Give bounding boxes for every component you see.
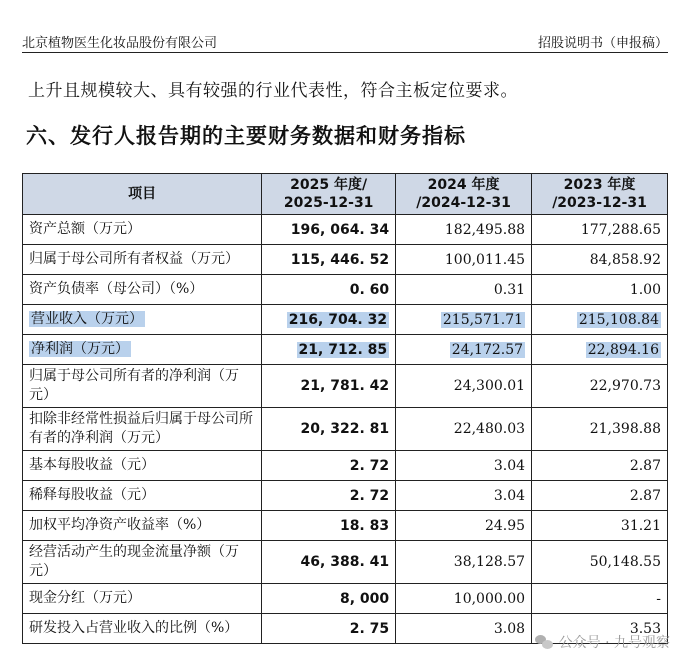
highlighted-text: 215,571.71	[442, 311, 524, 328]
value-2023: 2.87	[532, 451, 668, 481]
value-2024	[396, 305, 532, 335]
highlighted-text: 22,894.16	[587, 341, 659, 358]
value-2023	[532, 335, 668, 365]
table-row	[23, 541, 668, 584]
value-2025: 115, 446. 52	[262, 245, 396, 275]
table-row	[23, 451, 668, 481]
table-row	[23, 511, 668, 541]
highlighted-text: 216, 704. 32	[288, 311, 388, 328]
watermark-text: 公众号 · 九号观察	[558, 635, 670, 651]
highlighted-text: 21, 712. 85	[298, 341, 388, 358]
value-2024: 38,128.57	[396, 541, 532, 584]
document-type: 招股说明书（申报稿）	[537, 36, 668, 51]
value-2024: 24.95	[396, 511, 532, 541]
value-2023	[532, 305, 668, 335]
value-2024: 24,300.01	[396, 365, 532, 408]
header-2023-line2: /2023-12-31	[552, 195, 647, 211]
table-row	[23, 365, 668, 408]
table-row	[23, 275, 668, 305]
row-label: 经营活动产生的现金流量净额（万元）	[23, 541, 262, 584]
value-2024: 0.31	[396, 275, 532, 305]
row-label	[23, 335, 262, 365]
value-2023: 22,970.73	[532, 365, 668, 408]
row-label: 归属于母公司所有者的净利润（万元）	[23, 365, 262, 408]
value-2024: 10,000.00	[396, 584, 532, 614]
table-row	[23, 408, 668, 451]
row-label: 稀释每股收益（元）	[23, 481, 262, 511]
header-2024	[396, 174, 532, 215]
value-2025: 21, 781. 42	[262, 365, 396, 408]
header-2023-line1: 2023 年度	[563, 177, 636, 193]
row-label: 扣除非经常性损益后归属于母公司所有者的净利润（万元）	[23, 408, 262, 451]
page-header	[22, 30, 668, 53]
value-2025: 8, 000	[262, 584, 396, 614]
header-2024-line1: 2024 年度	[427, 177, 500, 193]
table-row	[23, 481, 668, 511]
value-2023: 21,398.88	[532, 408, 668, 451]
table-row-highlighted	[23, 305, 668, 335]
value-2023: 2.87	[532, 481, 668, 511]
row-label: 资产负债率（母公司）（%）	[23, 275, 262, 305]
value-2025	[262, 305, 396, 335]
value-2025: 2. 72	[262, 451, 396, 481]
value-2024: 3.08	[396, 614, 532, 644]
row-label: 加权平均净资产收益率（%）	[23, 511, 262, 541]
value-2024: 3.04	[396, 481, 532, 511]
row-label	[23, 305, 262, 335]
header-2025-line1: 2025 年度/	[290, 177, 368, 193]
row-label: 基本每股收益（元）	[23, 451, 262, 481]
value-2025: 196, 064. 34	[262, 215, 396, 245]
financial-table	[22, 173, 668, 644]
table-row	[23, 215, 668, 245]
table-row-highlighted	[23, 335, 668, 365]
value-2024	[396, 335, 532, 365]
value-2025: 46, 388. 41	[262, 541, 396, 584]
value-2023: 50,148.55	[532, 541, 668, 584]
value-2023: 3.53	[532, 614, 668, 644]
value-2025: 0. 60	[262, 275, 396, 305]
highlighted-text: 24,172.57	[451, 341, 524, 358]
table-row	[23, 584, 668, 614]
value-2025	[262, 335, 396, 365]
header-2025-line2: 2025-12-31	[283, 195, 374, 211]
row-label: 研发投入占营业收入的比例（%）	[23, 614, 262, 644]
header-2024-line2: /2024-12-31	[416, 195, 511, 211]
value-2023: -	[532, 584, 668, 614]
value-2023: 1.00	[532, 275, 668, 305]
value-2025: 2. 75	[262, 614, 396, 644]
highlighted-text: 215,108.84	[578, 311, 659, 328]
header-2023	[532, 174, 668, 215]
value-2024: 3.04	[396, 451, 532, 481]
highlighted-text: 净利润（万元）	[31, 341, 129, 357]
row-label: 现金分红（万元）	[23, 584, 262, 614]
value-2025: 2. 72	[262, 481, 396, 511]
value-2025: 18. 83	[262, 511, 396, 541]
header-item: 项目	[23, 174, 262, 215]
table-header-row	[23, 174, 668, 215]
value-2023: 177,288.65	[532, 215, 668, 245]
watermark	[535, 632, 670, 652]
value-2023: 31.21	[532, 511, 668, 541]
row-label: 归属于母公司所有者权益（万元）	[23, 245, 262, 275]
value-2024: 182,495.88	[396, 215, 532, 245]
intro-paragraph: 上升且规模较大、具有较强的行业代表性，符合主板定位要求。	[28, 81, 518, 101]
section-title: 六、发行人报告期的主要财务数据和财务指标	[26, 124, 466, 148]
wechat-icon	[535, 635, 553, 649]
row-label: 资产总额（万元）	[23, 215, 262, 245]
header-2025	[262, 174, 396, 215]
value-2023: 84,858.92	[532, 245, 668, 275]
value-2024: 100,011.45	[396, 245, 532, 275]
value-2024: 22,480.03	[396, 408, 532, 451]
company-name: 北京植物医生化妆品股份有限公司	[22, 36, 218, 51]
value-2025: 20, 322. 81	[262, 408, 396, 451]
table-row	[23, 245, 668, 275]
highlighted-text: 营业收入（万元）	[31, 311, 143, 327]
